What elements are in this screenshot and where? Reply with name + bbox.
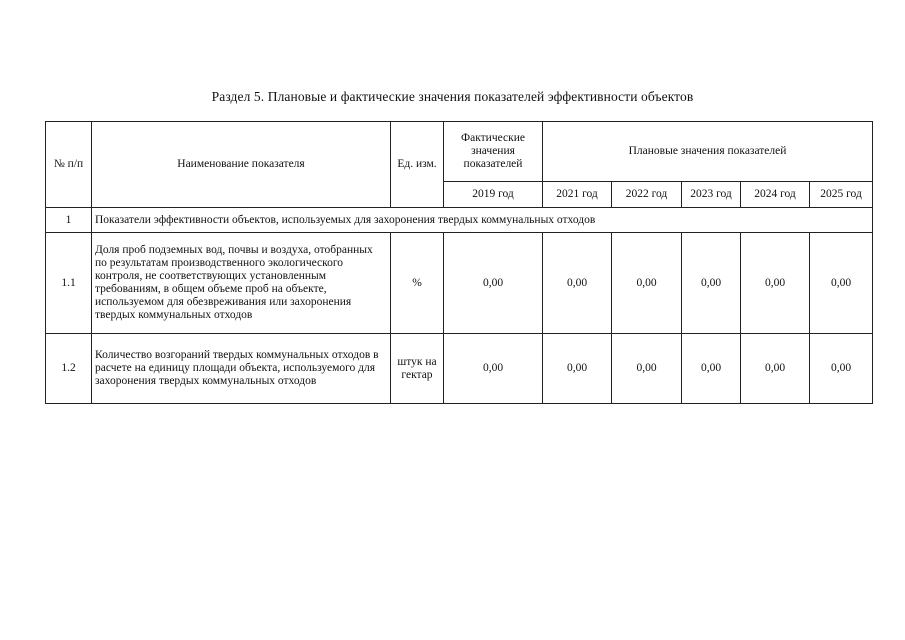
row-value: 0,00 (444, 233, 543, 334)
row-value: 0,00 (543, 334, 612, 404)
row-num: 1.1 (46, 233, 92, 334)
row-name: Доля проб подземных вод, почвы и воздуха, отобранных по результатам производственного экологического контроля, не соответствующих установленным требованиям, в общем объеме проб на объекте, используемом для обезвреживания или захоронения твердых коммунальных отходов (92, 233, 391, 334)
row-value: 0,00 (741, 334, 810, 404)
row-unit: штук на гектар (391, 334, 444, 404)
header-num: № п/п (46, 122, 92, 208)
row-value: 0,00 (810, 334, 873, 404)
row-name: Количество возгораний твердых коммунальных отходов в расчете на единицу площади объекта, используемого для захоронения твердых коммунальных отходов (92, 334, 391, 404)
table-row (46, 334, 873, 404)
section-title: Раздел 5. Плановые и фактические значения показателей эффективности объектов (211, 89, 694, 104)
row-num: 1.2 (46, 334, 92, 404)
section-num: 1 (46, 208, 92, 233)
year-2024: 2024 год (741, 182, 810, 208)
header-plan: Плановые значения показателей (543, 122, 873, 182)
table-row (46, 233, 873, 334)
year-2021: 2021 год (543, 182, 612, 208)
row-value: 0,00 (543, 233, 612, 334)
table-header-row (46, 122, 873, 182)
year-2025: 2025 год (810, 182, 873, 208)
row-value: 0,00 (612, 233, 682, 334)
row-value: 0,00 (682, 233, 741, 334)
year-2019: 2019 год (444, 182, 543, 208)
row-value: 0,00 (682, 334, 741, 404)
section-text: Показатели эффективности объектов, используемых для захоронения твердых коммунальных отходов (92, 208, 873, 233)
header-fact: Фактические значения показателей (444, 122, 543, 182)
section-row (46, 208, 873, 233)
row-value: 0,00 (612, 334, 682, 404)
row-value: 0,00 (444, 334, 543, 404)
row-value: 0,00 (810, 233, 873, 334)
year-2023: 2023 год (682, 182, 741, 208)
year-2022: 2022 год (612, 182, 682, 208)
header-name: Наименование показателя (92, 122, 391, 208)
header-unit: Ед. изм. (391, 122, 444, 208)
indicators-table (45, 121, 873, 404)
row-value: 0,00 (741, 233, 810, 334)
row-unit: % (391, 233, 444, 334)
